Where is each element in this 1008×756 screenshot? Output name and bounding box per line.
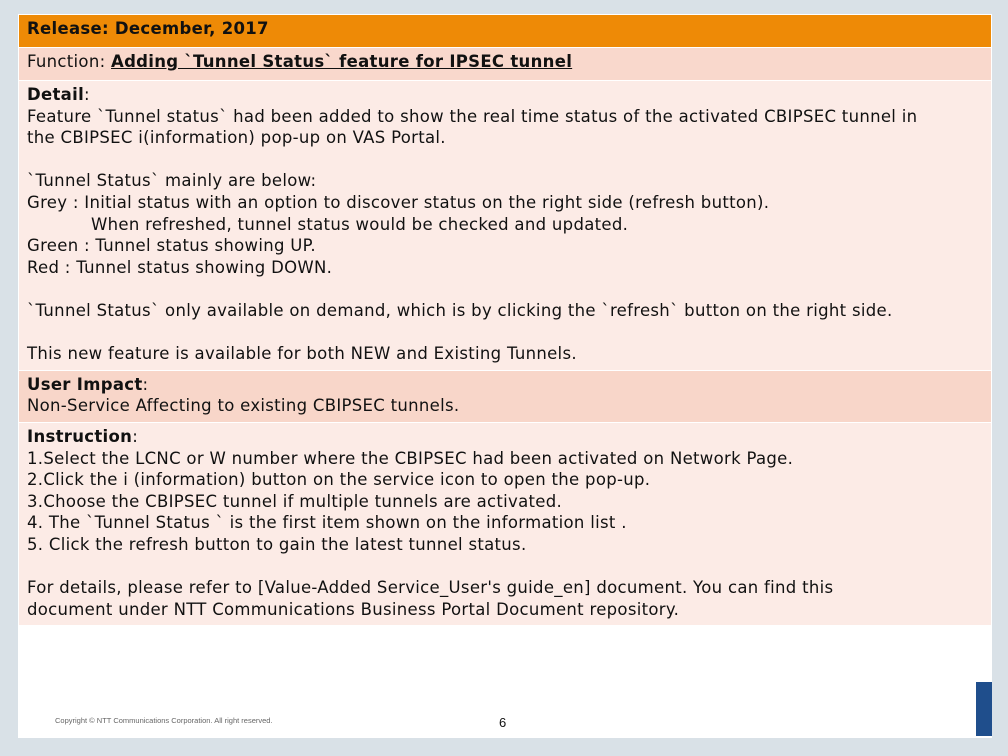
status-grey-continued: When refreshed, tunnel status would be checked and updated. (91, 214, 629, 234)
impact-cell (19, 370, 992, 422)
function-cell (19, 48, 992, 81)
status-green: Green : Tunnel status showing UP. (27, 236, 316, 256)
detail-line: Feature `Tunnel status` had been added to show the real time status of the activated CBIPSEC tunnel in (27, 106, 918, 126)
instruction-row (19, 422, 992, 625)
release-notes-table (18, 14, 992, 626)
instruction-label: Instruction (27, 426, 133, 446)
availability-note: This new feature is available for both NEW and Existing Tunnels. (27, 344, 577, 364)
instruction-step: 1.Select the LCNC or W number where the CBIPSEC had been activated on Network Page. (27, 448, 794, 468)
function-separator: : (99, 52, 111, 71)
detail-label: Detail (27, 85, 85, 104)
status-grey: Grey : Initial status with an option to discover status on the right side (refresh button). (27, 192, 770, 212)
page-number: 6 (499, 715, 507, 730)
details-reference-line: document under NTT Communications Business Portal Document repository. (27, 599, 680, 619)
release-header-row (19, 15, 992, 48)
function-row (19, 48, 992, 81)
instruction-step: 4. The `Tunnel Status ` is the first item shown on the information list . (27, 513, 627, 533)
on-demand-note: `Tunnel Status` only available on demand, which is by clicking the `refresh` button on the right side. (27, 300, 893, 320)
function-title: Adding `Tunnel Status` feature for IPSEC tunnel (111, 52, 573, 71)
instruction-step: 3.Choose the CBIPSEC tunnel if multiple tunnels are activated. (27, 491, 563, 511)
detail-row (19, 81, 992, 371)
instruction-cell (19, 422, 992, 625)
details-reference-line: For details, please refer to [Value-Added Service_User's guide_en] document. You can find this (27, 578, 834, 598)
detail-cell (19, 81, 992, 371)
status-red: Red : Tunnel status showing DOWN. (27, 257, 333, 277)
release-label: Release: December, 2017 (19, 15, 992, 48)
impact-label: User Impact (27, 374, 143, 394)
impact-text: Non-Service Affecting to existing CBIPSEC tunnels. (27, 396, 460, 416)
impact-colon: : (142, 374, 149, 394)
function-label: Function (27, 52, 100, 71)
footer-copyright: Copyright © NTT Communications Corporation. All right reserved. (55, 716, 273, 725)
accent-tab (976, 682, 992, 736)
detail-line: the CBIPSEC i(information) pop-up on VAS Portal. (27, 128, 446, 148)
instruction-step: 5. Click the refresh button to gain the latest tunnel status. (27, 534, 527, 554)
status-intro: `Tunnel Status` mainly are below: (27, 171, 317, 191)
detail-colon: : (84, 85, 90, 104)
instruction-colon: : (132, 426, 139, 446)
impact-row (19, 370, 992, 422)
instruction-step: 2.Click the i (information) button on the service icon to open the pop-up. (27, 470, 651, 490)
